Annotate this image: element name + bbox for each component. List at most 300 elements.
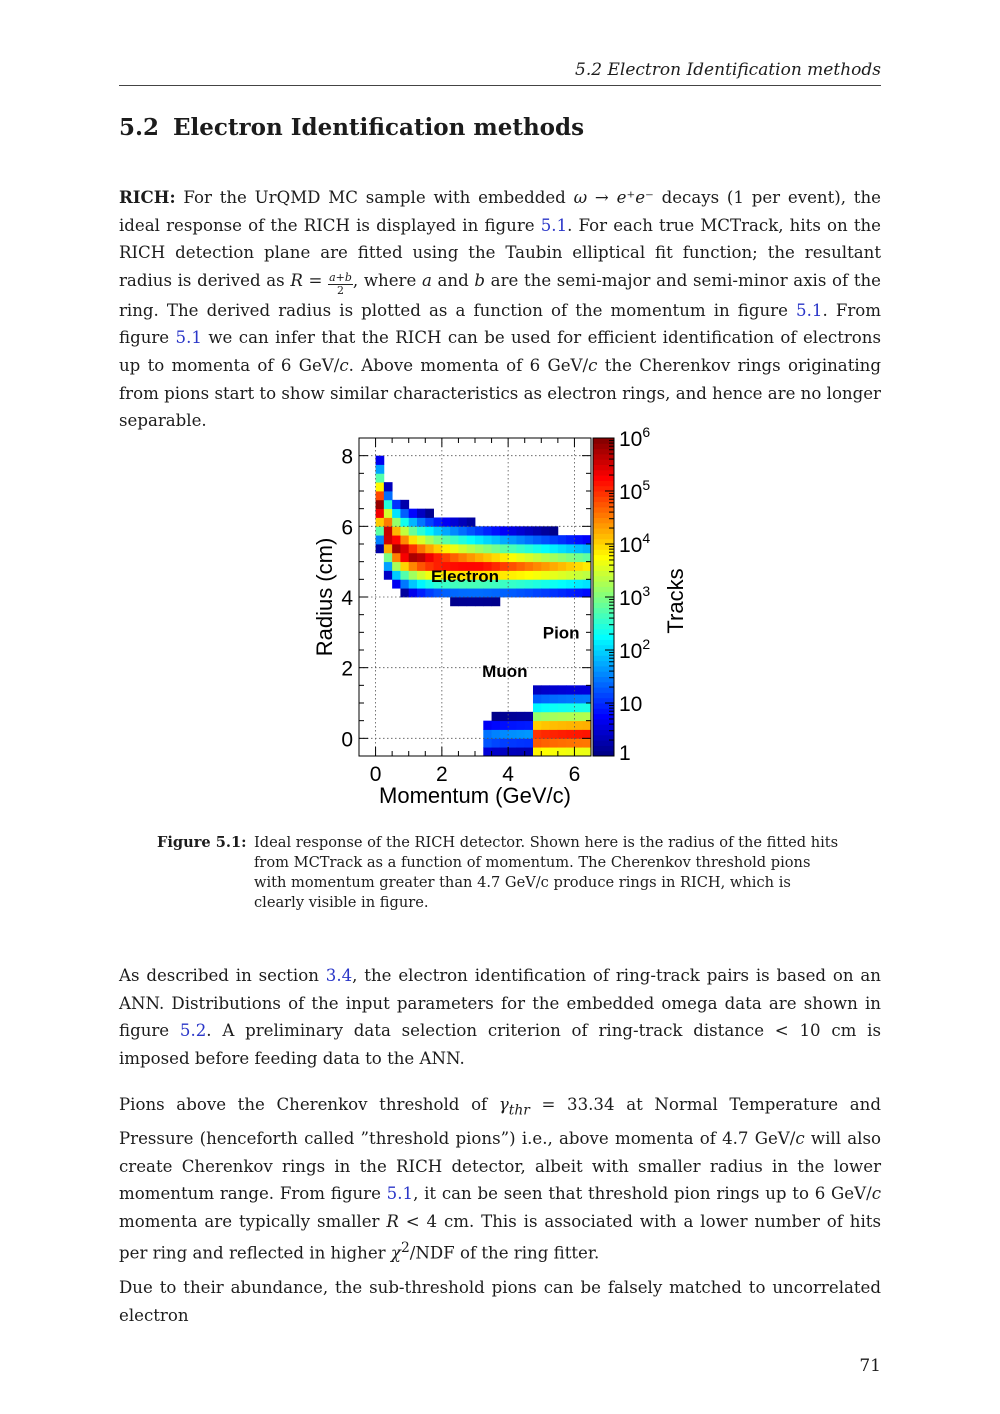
heatmap-cell bbox=[516, 730, 525, 739]
heatmap-cell bbox=[574, 712, 583, 721]
heatmap-cell bbox=[392, 518, 401, 527]
heatmap-cell bbox=[417, 579, 426, 588]
heatmap-cell bbox=[425, 553, 434, 562]
text: we can infer that the RICH can be used for efficient identification of electrons up to momenta of 6 GeV/ bbox=[119, 328, 881, 375]
y-tick-label: 4 bbox=[341, 587, 353, 610]
heatmap-cell bbox=[516, 738, 525, 747]
caption-label: Figure 5.1: bbox=[157, 834, 247, 851]
heatmap-cell bbox=[541, 685, 550, 694]
heatmap-cell bbox=[409, 526, 418, 535]
heatmap-cell bbox=[500, 738, 509, 747]
heatmap-cell bbox=[550, 571, 559, 580]
heatmap-cell bbox=[533, 544, 542, 553]
math-fraction bbox=[328, 272, 353, 297]
heatmap-cell bbox=[566, 703, 575, 712]
heatmap-cell bbox=[583, 553, 592, 562]
colorbar-segment bbox=[593, 512, 614, 518]
colorbar-segment bbox=[593, 692, 614, 698]
heatmap-cell bbox=[483, 526, 492, 535]
heatmap-cell bbox=[566, 747, 575, 756]
heatmap-cell bbox=[409, 509, 418, 518]
heatmap-cell bbox=[566, 535, 575, 544]
heatmap-cell bbox=[558, 553, 567, 562]
heatmap-cell bbox=[508, 721, 517, 730]
math-a: a bbox=[421, 270, 432, 290]
heatmap-cell bbox=[558, 747, 567, 756]
heatmap-cell bbox=[541, 738, 550, 747]
paragraph-threshold-pions bbox=[119, 1091, 881, 1267]
heatmap-cell bbox=[541, 579, 550, 588]
running-head: 5.2 Electron Identification methods bbox=[119, 60, 881, 86]
heatmap-cell bbox=[392, 500, 401, 509]
heatmap-cell bbox=[384, 482, 393, 491]
heatmap-cell bbox=[566, 721, 575, 730]
heatmap-cell bbox=[550, 544, 559, 553]
heatmap-cell bbox=[376, 535, 385, 544]
math-chi: χ bbox=[390, 1243, 401, 1263]
heatmap-cell bbox=[583, 579, 592, 588]
heatmap-cell bbox=[516, 588, 525, 597]
heatmap-cell bbox=[533, 588, 542, 597]
heatmap-cell bbox=[500, 730, 509, 739]
heatmap-cell bbox=[583, 712, 592, 721]
colorbar-segment bbox=[593, 618, 614, 624]
heatmap-cell bbox=[541, 721, 550, 730]
heatmap-cell bbox=[450, 544, 459, 553]
text: are the semi-major and semi-minor axis of the ring. The derived radius is plotted as a function of the momentum in figure bbox=[119, 270, 882, 320]
z-tick-label: $10^2$ bbox=[619, 636, 651, 663]
colorbar-segment bbox=[593, 687, 614, 693]
heatmap-cell bbox=[550, 703, 559, 712]
heatmap-cell bbox=[500, 712, 509, 721]
heatmap-cell bbox=[417, 518, 426, 527]
heatmap-cell bbox=[492, 712, 501, 721]
heatmap-cell bbox=[417, 553, 426, 562]
rich-lead: RICH: bbox=[119, 187, 176, 207]
heatmap-cell bbox=[400, 588, 409, 597]
heatmap-cell bbox=[417, 571, 426, 580]
heatmap-cell bbox=[508, 712, 517, 721]
heatmap-cell bbox=[425, 535, 434, 544]
heatmap-cell bbox=[541, 571, 550, 580]
heatmap-cell bbox=[550, 738, 559, 747]
colorbar-segment bbox=[593, 528, 614, 534]
heatmap-cell bbox=[376, 526, 385, 535]
heatmap-cell bbox=[550, 747, 559, 756]
text: will also create Cherenkov rings in the RICH detector, albeit with smaller radius in the lower momentum range. From figure bbox=[119, 1128, 881, 1204]
heatmap-cell bbox=[574, 703, 583, 712]
heatmap-cell bbox=[392, 509, 401, 518]
heatmap-cell bbox=[533, 562, 542, 571]
heatmap-cell bbox=[425, 526, 434, 535]
heatmap-cell bbox=[475, 535, 484, 544]
heatmap-cell bbox=[409, 535, 418, 544]
heatmap-cell bbox=[467, 588, 476, 597]
heatmap-cell bbox=[508, 588, 517, 597]
math-c: c bbox=[339, 355, 349, 375]
heatmap-cell bbox=[400, 518, 409, 527]
heatmap-cell bbox=[533, 703, 542, 712]
heatmap-cell bbox=[508, 747, 517, 756]
heatmap-cell bbox=[409, 544, 418, 553]
heatmap-cell bbox=[492, 553, 501, 562]
heatmap-cell bbox=[583, 703, 592, 712]
heatmap-cell bbox=[492, 535, 501, 544]
colorbar-segment bbox=[593, 480, 614, 486]
heatmap-cell bbox=[384, 491, 393, 500]
heatmap-cell bbox=[508, 738, 517, 747]
heatmap-cell bbox=[508, 553, 517, 562]
heatmap-cell bbox=[500, 721, 509, 730]
heatmap-cell bbox=[500, 747, 509, 756]
heatmap-cell bbox=[574, 685, 583, 694]
math-thr: thr bbox=[508, 1102, 530, 1119]
heatmap-cell bbox=[574, 694, 583, 703]
heatmap-cell bbox=[508, 730, 517, 739]
colorbar-segment bbox=[593, 581, 614, 587]
heatmap-cell bbox=[467, 526, 476, 535]
heatmap-cell bbox=[508, 535, 517, 544]
heatmap-cell bbox=[541, 703, 550, 712]
heatmap-cell bbox=[574, 553, 583, 562]
heatmap-cell bbox=[384, 553, 393, 562]
heatmap-cell bbox=[550, 712, 559, 721]
heatmap-cell bbox=[376, 465, 385, 474]
heatmap-cell bbox=[583, 535, 592, 544]
heatmap-cell bbox=[384, 562, 393, 571]
heatmap-cell bbox=[574, 571, 583, 580]
section-heading bbox=[119, 114, 584, 141]
colorbar-segment bbox=[593, 565, 614, 571]
heatmap-cell bbox=[384, 535, 393, 544]
heatmap-cell bbox=[492, 526, 501, 535]
text: As described in section bbox=[119, 966, 326, 985]
z-tick-exponent: 2 bbox=[642, 636, 651, 652]
heatmap-cell bbox=[558, 685, 567, 694]
frac-numerator: a+b bbox=[329, 270, 352, 284]
z-tick-label: $10^6$ bbox=[619, 425, 651, 451]
text: Pions above the Cherenkov threshold of bbox=[119, 1095, 499, 1114]
heatmap-cell bbox=[400, 500, 409, 509]
heatmap-cell bbox=[384, 509, 393, 518]
heatmap-cell bbox=[400, 509, 409, 518]
heatmap-cell bbox=[450, 588, 459, 597]
heatmap-cell bbox=[574, 544, 583, 553]
z-tick-label: $10^4$ bbox=[619, 530, 651, 557]
heatmap-cell bbox=[574, 588, 583, 597]
color-bar bbox=[593, 438, 614, 757]
heatmap-cell bbox=[508, 562, 517, 571]
y-axis-label: Radius (cm) bbox=[312, 537, 337, 657]
figure-rich-response bbox=[300, 425, 700, 815]
heatmap-cell bbox=[516, 535, 525, 544]
heatmap-cell bbox=[558, 721, 567, 730]
heatmap-cell bbox=[516, 526, 525, 535]
figure-ref-link[interactable]: 5.1 bbox=[386, 1184, 414, 1204]
heatmap-cell bbox=[467, 544, 476, 553]
heatmap-cell bbox=[500, 562, 509, 571]
z-tick-label: $10^3$ bbox=[619, 583, 651, 610]
heatmap-cell bbox=[384, 500, 393, 509]
frac-denominator: 2 bbox=[336, 283, 344, 297]
x-axis-label: Momentum (GeV/c) bbox=[379, 783, 571, 808]
heatmap-cell bbox=[425, 588, 434, 597]
heatmap-cell bbox=[566, 730, 575, 739]
heatmap-cell bbox=[425, 518, 434, 527]
paragraph-ann bbox=[119, 962, 881, 1072]
heatmap-cell bbox=[550, 730, 559, 739]
heatmap-cell bbox=[533, 526, 542, 535]
z-tick-labels bbox=[619, 425, 650, 765]
heatmap-cell bbox=[500, 535, 509, 544]
z-tick-exponent: 5 bbox=[642, 477, 651, 493]
heatmap-cell bbox=[525, 747, 534, 756]
heatmap-cell bbox=[533, 712, 542, 721]
heatmap-cell bbox=[483, 747, 492, 756]
x-tick-label: 2 bbox=[436, 763, 448, 786]
heatmap-cell bbox=[558, 730, 567, 739]
heatmap-cell bbox=[492, 597, 501, 606]
heatmap-cell bbox=[442, 535, 451, 544]
heatmap-cell bbox=[400, 579, 409, 588]
figure-ref-link[interactable]: 5.2 bbox=[179, 1021, 207, 1041]
heatmap-cell bbox=[533, 685, 542, 694]
heatmap-cell bbox=[417, 526, 426, 535]
heatmap-cell bbox=[533, 553, 542, 562]
colorbar-segment bbox=[593, 639, 614, 645]
heatmap-cell bbox=[492, 544, 501, 553]
heatmap-cell bbox=[525, 712, 534, 721]
omega-decay-math: ω → e⁺e⁻ bbox=[573, 188, 654, 207]
heatmap-cell bbox=[566, 588, 575, 597]
heatmap-cell bbox=[384, 571, 393, 580]
heatmap-cell bbox=[483, 544, 492, 553]
heatmap-cell bbox=[525, 571, 534, 580]
colorbar-segment bbox=[593, 724, 614, 730]
text: . For each true MCTrack, hits on the RICH detection plane are fitted using the Taubin elliptical fit function; the resultant radius is derived as bbox=[119, 215, 881, 290]
x-tick-label: 0 bbox=[369, 763, 382, 786]
heatmap-cell bbox=[409, 588, 418, 597]
heatmap-cell bbox=[492, 721, 501, 730]
heatmap-cell bbox=[558, 712, 567, 721]
heatmap-cell bbox=[409, 579, 418, 588]
heatmap-cell bbox=[442, 588, 451, 597]
section-title: Electron Identification methods bbox=[173, 114, 585, 141]
y-tick-labels bbox=[341, 446, 353, 752]
annotation-electron: Electron bbox=[431, 566, 500, 586]
heatmap-chart bbox=[300, 425, 700, 815]
heatmap-cell bbox=[525, 721, 534, 730]
heatmap-cell bbox=[458, 588, 467, 597]
heatmap-cell bbox=[566, 738, 575, 747]
heatmap-cell bbox=[400, 571, 409, 580]
heatmap-cell bbox=[384, 518, 393, 527]
heatmap-cell bbox=[442, 526, 451, 535]
heatmap-cell bbox=[533, 535, 542, 544]
colorbar-segment bbox=[593, 671, 614, 677]
heatmap-cell bbox=[376, 456, 385, 465]
heatmap-cell bbox=[550, 553, 559, 562]
heatmap-cell bbox=[376, 544, 385, 553]
heatmap-cell bbox=[525, 544, 534, 553]
heatmap-cell bbox=[583, 544, 592, 553]
heatmap-cell bbox=[550, 588, 559, 597]
math-c: c bbox=[795, 1128, 805, 1148]
heatmap-cell bbox=[417, 562, 426, 571]
colorbar-segment bbox=[593, 533, 614, 539]
heatmap-cell bbox=[541, 535, 550, 544]
z-tick-label: $10^5$ bbox=[619, 477, 651, 504]
heatmap-cell bbox=[500, 579, 509, 588]
heatmap-cell bbox=[533, 747, 542, 756]
heatmap-cell bbox=[483, 597, 492, 606]
heatmap-cell bbox=[425, 544, 434, 553]
heatmap-cell bbox=[541, 588, 550, 597]
heatmap-cell bbox=[516, 712, 525, 721]
math-gamma: γ bbox=[498, 1095, 509, 1114]
figure-ref-link[interactable]: 5.1 bbox=[796, 300, 823, 320]
section-ref-link[interactable]: 3.4 bbox=[325, 966, 353, 985]
heatmap-cell bbox=[450, 553, 459, 562]
y-tick-label: 8 bbox=[341, 445, 353, 469]
heatmap-cell bbox=[450, 526, 459, 535]
heatmap-cell bbox=[508, 544, 517, 553]
heatmap-cell bbox=[475, 553, 484, 562]
heatmap-cell bbox=[566, 579, 575, 588]
caption-text: Ideal response of the RICH detector. Shown here is the radius of the fitted hits from MCTrack as a function of momentum. The Cherenkov threshold pions with momentum greater than 4.7 GeV/c produce rings in RICH, which is clearly visible in figure. bbox=[254, 834, 839, 911]
heatmap-cell bbox=[566, 694, 575, 703]
text: /NDF of the ring fitter. bbox=[409, 1243, 600, 1263]
heatmap-cell bbox=[516, 579, 525, 588]
heatmap-cell bbox=[541, 712, 550, 721]
z-tick-exponent: 4 bbox=[642, 530, 651, 546]
heatmap-cell bbox=[558, 694, 567, 703]
heatmap-cell bbox=[392, 526, 401, 535]
heatmap-cell bbox=[400, 526, 409, 535]
heatmap-cell bbox=[450, 518, 459, 527]
heatmap-cell bbox=[376, 518, 385, 527]
heatmap-cell bbox=[550, 535, 559, 544]
heatmap-cell bbox=[574, 535, 583, 544]
heatmap-cell bbox=[483, 721, 492, 730]
heatmap-cell bbox=[458, 553, 467, 562]
y-tick-label: 0 bbox=[341, 728, 353, 752]
heatmap-cell bbox=[574, 738, 583, 747]
heatmap-cell bbox=[434, 553, 443, 562]
heatmap-cell bbox=[483, 588, 492, 597]
heatmap-cell bbox=[417, 588, 426, 597]
heatmap-cell bbox=[384, 526, 393, 535]
heatmap-cell bbox=[583, 738, 592, 747]
heatmap-cell bbox=[541, 544, 550, 553]
heatmap-cell bbox=[516, 562, 525, 571]
heatmap-cell bbox=[500, 553, 509, 562]
heatmap-cell bbox=[550, 685, 559, 694]
colorbar-segment bbox=[593, 586, 614, 592]
heatmap-cell bbox=[492, 747, 501, 756]
heatmap-cell bbox=[392, 553, 401, 562]
heatmap-cell bbox=[500, 544, 509, 553]
heatmap-cell bbox=[541, 694, 550, 703]
heatmap-cell bbox=[533, 738, 542, 747]
heatmap-cell bbox=[583, 562, 592, 571]
figure-ref-link[interactable]: 5.1 bbox=[540, 215, 568, 235]
heatmap-cell bbox=[525, 562, 534, 571]
heatmap-cell bbox=[409, 571, 418, 580]
heatmap-cell bbox=[516, 544, 525, 553]
heatmap-cell bbox=[450, 597, 459, 606]
heatmap-cell bbox=[392, 535, 401, 544]
heatmap-cell bbox=[574, 562, 583, 571]
heatmap-cell bbox=[483, 738, 492, 747]
heatmap-cell bbox=[533, 694, 542, 703]
heatmap-cell bbox=[392, 579, 401, 588]
math-b: b bbox=[474, 270, 486, 290]
heatmap-cell bbox=[541, 562, 550, 571]
heatmap-cell bbox=[516, 571, 525, 580]
heatmap-cell bbox=[400, 553, 409, 562]
paragraph-rich bbox=[119, 184, 881, 435]
heatmap-cell bbox=[566, 562, 575, 571]
heatmap-cell bbox=[583, 721, 592, 730]
heatmap-cell bbox=[574, 747, 583, 756]
z-tick-label: 1 bbox=[619, 742, 631, 765]
y-tick-label: 6 bbox=[341, 516, 353, 540]
heatmap-cell bbox=[376, 500, 385, 509]
heatmap-cell bbox=[516, 553, 525, 562]
heatmap-cell bbox=[566, 712, 575, 721]
heatmap-cell bbox=[533, 579, 542, 588]
heatmap-cell bbox=[475, 544, 484, 553]
math-c: c bbox=[871, 1184, 881, 1204]
x-tick-label: 4 bbox=[502, 763, 514, 786]
heatmap-cell bbox=[550, 562, 559, 571]
math-eq: = bbox=[302, 270, 329, 290]
heatmap-cell bbox=[483, 730, 492, 739]
heatmap-cell bbox=[558, 588, 567, 597]
math-sup: 2 bbox=[400, 1240, 410, 1257]
math-R: R bbox=[290, 270, 303, 290]
heatmap-cell bbox=[574, 721, 583, 730]
text: , the electron identification of ring-track pairs is based on an ANN. Distributions of the input parameters for the embedded omega data are shown in figure bbox=[119, 966, 881, 1041]
heatmap-cell bbox=[550, 721, 559, 730]
heatmap-cell bbox=[450, 535, 459, 544]
heatmap-cell bbox=[458, 597, 467, 606]
heatmap-cell bbox=[583, 685, 592, 694]
heatmap-cell bbox=[376, 491, 385, 500]
heatmap-cell bbox=[541, 730, 550, 739]
heatmap-cell bbox=[458, 544, 467, 553]
figure-ref-link[interactable]: 5.1 bbox=[175, 328, 202, 348]
heatmap-cell bbox=[558, 703, 567, 712]
heatmap-cell bbox=[434, 544, 443, 553]
heatmap-cell bbox=[475, 597, 484, 606]
heatmap-cell bbox=[574, 730, 583, 739]
heatmap-cell bbox=[425, 509, 434, 518]
text: . A preliminary data selection criterion of ring-track distance < 10 cm is imposed before feeding data to the ANN. bbox=[119, 1021, 881, 1068]
z-tick-exponent: 6 bbox=[642, 425, 651, 440]
heatmap-cell bbox=[392, 544, 401, 553]
heatmap-cell bbox=[409, 553, 418, 562]
heatmap-cell bbox=[508, 526, 517, 535]
heatmap-cell bbox=[550, 526, 559, 535]
text: < 4 cm. This is associated with a lower number of hits per ring and reflected in higher bbox=[119, 1211, 881, 1263]
heatmap-cell bbox=[442, 553, 451, 562]
heatmap-cell bbox=[467, 518, 476, 527]
heatmap-cell bbox=[566, 685, 575, 694]
heatmap-cell bbox=[558, 562, 567, 571]
heatmap-cell bbox=[500, 571, 509, 580]
